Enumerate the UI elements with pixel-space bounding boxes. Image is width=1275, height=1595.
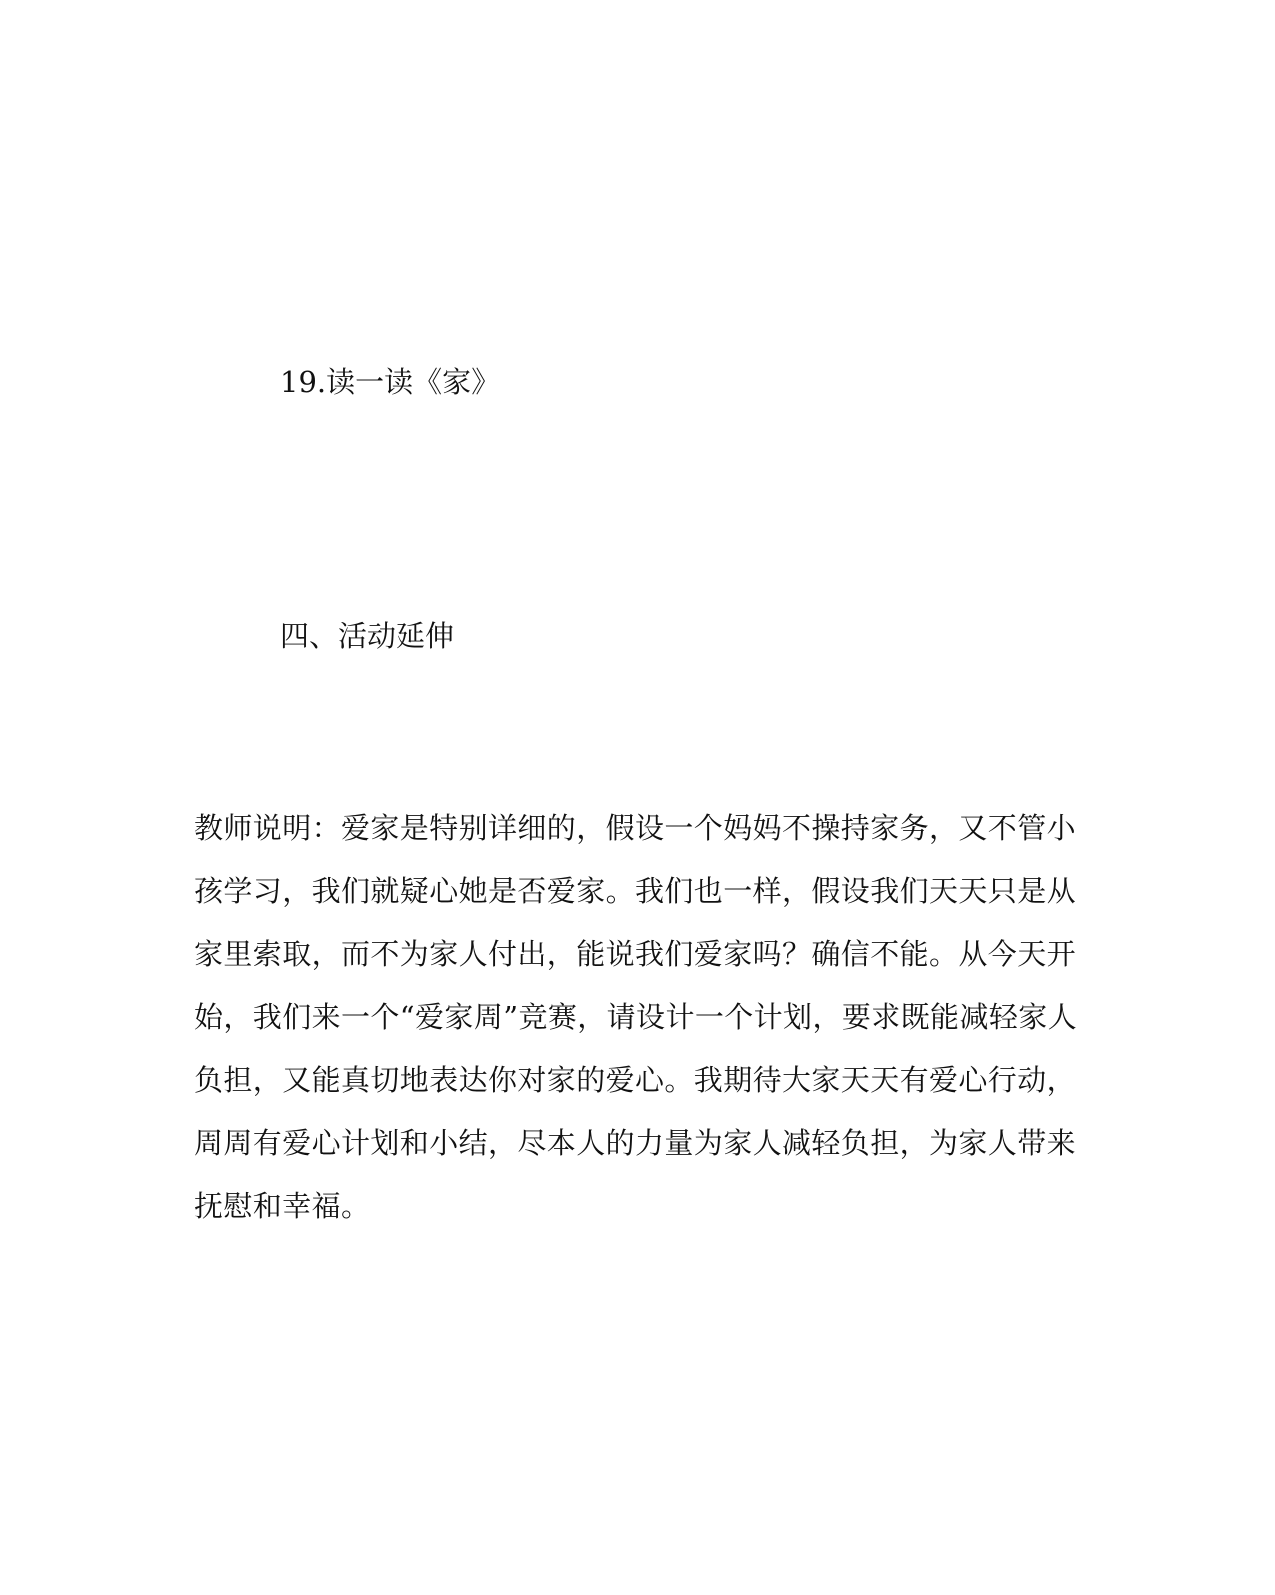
paragraph-line: 家里索取，而不为家人付出，能说我们爱家吗？确信不能。从今天开 <box>194 937 1077 971</box>
paragraph-line: 周周有爱心计划和小结，尽本人的力量为家人减轻负担，为家人带来 <box>194 1126 1077 1160</box>
paragraph-line: 负担，又能真切地表达你对家的爱心。我期待大家天天有爱心行动， <box>194 1063 1077 1097</box>
paragraph-line: 始，我们来一个“爱家周”竞赛，请设计一个计划，要求既能减轻家人 <box>194 1000 1078 1034</box>
section-heading-activity-extension: 四、活动延伸 <box>280 619 455 653</box>
paragraph-line: 抚慰和幸福。 <box>194 1189 371 1223</box>
section-heading-reading: 19.读一读《家》 <box>280 365 501 399</box>
teacher-explanation-paragraph <box>194 806 1078 1247</box>
paragraph-line: 孩学习，我们就疑心她是否爱家。我们也一样，假设我们天天只是从 <box>194 874 1077 908</box>
paragraph-line: 教师说明：爱家是特别详细的，假设一个妈妈不操持家务，又不管小 <box>194 811 1077 845</box>
